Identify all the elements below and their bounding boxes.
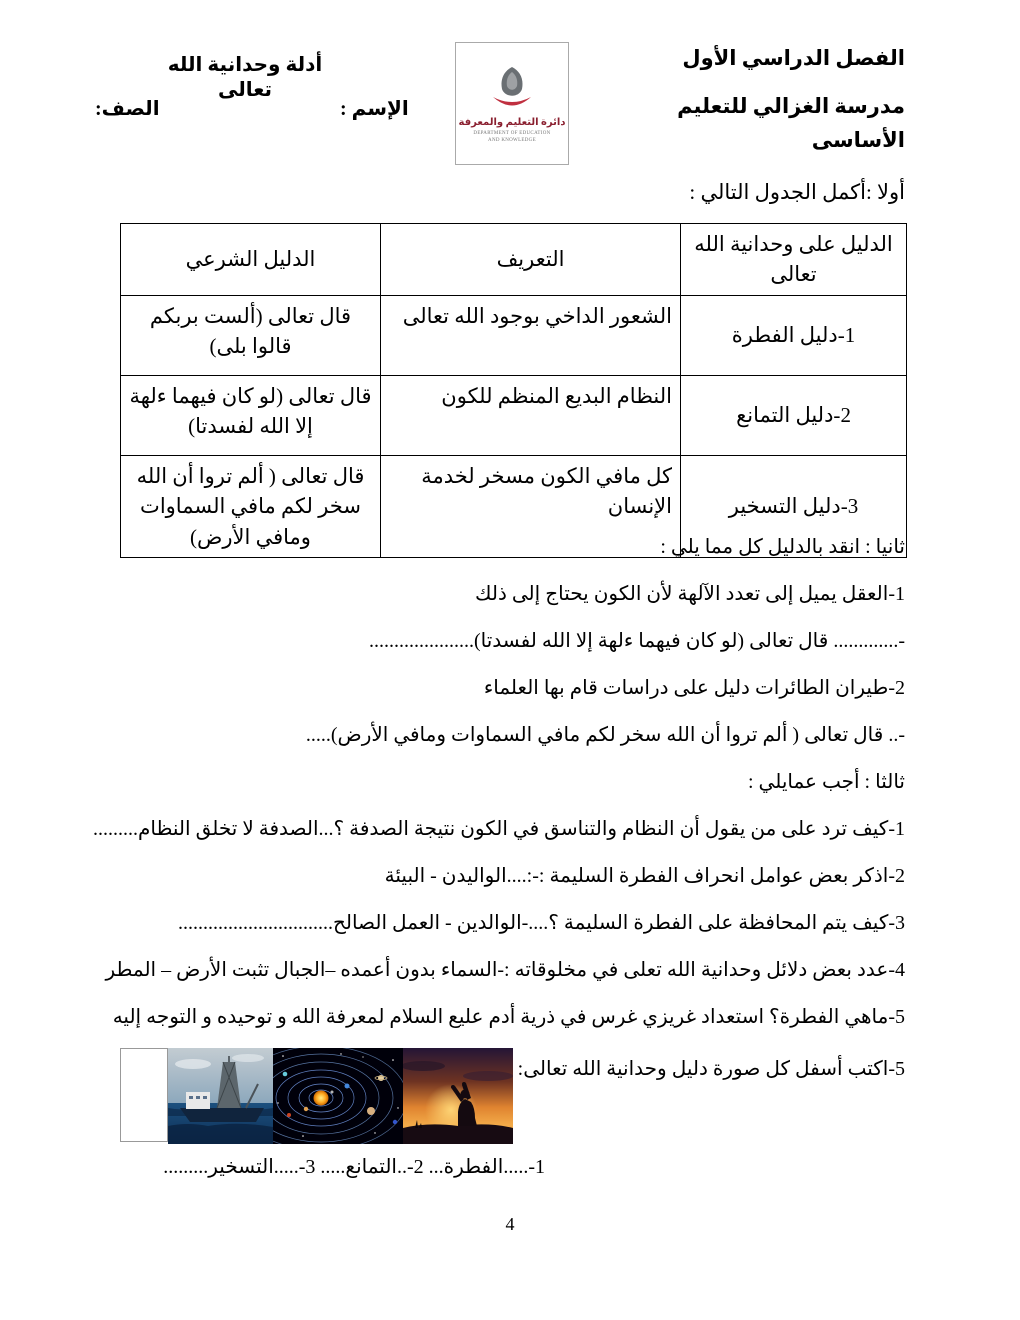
evidence-table — [120, 223, 907, 558]
section2-answer-line: -.. قال تعالى ( ألم تروا أن الله سخر لكم مافي السماوات ومافي الأرض)..... — [305, 724, 905, 746]
section3-item: 2-اذكر بعض عوامل انحراف الفطرة السليمة :-:....الواليدن - البيئة — [384, 865, 905, 887]
section2-title: ثانيا : انقد بالدليل كل مما يلي : — [660, 536, 905, 558]
table-row — [121, 295, 907, 375]
section3-item: 4-عدد بعض دلائل وحدانية الله تعلى في مخلوقاته :-السماء بدون أعمده –الجبال تثبت الأرض – المطر — [105, 959, 905, 981]
definition-cell: كل مافي الكون مسخر لخدمة الإنسان — [381, 455, 681, 557]
school-name-line2: الأساسى — [811, 128, 905, 152]
column-header-definition: التعريف — [381, 224, 681, 296]
evidence-images-row — [120, 1048, 513, 1146]
logo-arabic-text: دائرة التعليم والمعرفة — [458, 116, 566, 128]
section2-item: 2-طيران الطائرات دليل على دراسات قام بها العلماء — [483, 677, 905, 699]
definition-cell: الشعور الداخي بوجود الله تعالى — [381, 295, 681, 375]
name-field-label: الإسم : — [340, 98, 409, 120]
solar-system-photo — [273, 1048, 403, 1144]
class-field-label: الصف: — [95, 98, 160, 120]
education-department-emblem-icon — [483, 64, 541, 115]
evidence-cell: 2-دليل التمانع — [681, 375, 907, 455]
section3-item: 3-كيف يتم المحافظة على الفطرة السليمة ؟....-الوالدين - العمل الصالح............................... — [177, 912, 905, 934]
table-row — [121, 375, 907, 455]
semester-title: الفصل الدراسي الأول — [682, 46, 905, 70]
proof-cell: قال تعالى ( ألم تروا أن الله سخر لكم مافي السماوات ومافي الأرض) — [121, 455, 381, 557]
section2-answer-line: -............. قال تعالى (لو كان فيهما ءلهة إلا الله لفسدتا)..................... — [368, 630, 905, 652]
proof-cell: قال تعالى (ألست بربكم قالوا بلى) — [121, 295, 381, 375]
section4-title: 5-اكتب أسفل كل صورة دليل وحدانية الله تعالى: — [517, 1058, 905, 1080]
proof-cell: قال تعالى (لو كان فيهما ءلهة إلا الله لفسدتا) — [121, 375, 381, 455]
section1-title: أولا :أكمل الجدول التالي : — [689, 180, 905, 204]
person-praying-sunset-photo — [403, 1048, 513, 1144]
logo-english-text: DEPARTMENT OF EDUCATION AND KNOWLEDGE — [473, 130, 551, 143]
image-answers-line: 1-.....الفطرة... 2-..التمانع..... 3-.....التسخير......... — [163, 1156, 545, 1178]
school-name-line1: مدرسة الغزالي للتعليم — [677, 94, 905, 118]
evidence-cell: 3-دليل التسخير — [681, 455, 907, 557]
ship-at-sea-photo — [168, 1048, 273, 1144]
school-logo — [455, 42, 569, 165]
page-number: 4 — [505, 1214, 515, 1234]
worksheet-subject-title: أدلة وحدانية الله تعالى — [167, 54, 323, 101]
section3-title: ثالثا : أجب عمايلي : — [747, 771, 905, 793]
blank-answer-box — [120, 1048, 168, 1142]
column-header-proof: الدليل الشرعي — [121, 224, 381, 296]
header-right-block — [675, 46, 905, 157]
definition-cell: النظام البديع المنظم للكون — [381, 375, 681, 455]
section3-item: 1-كيف ترد على من يقول أن النظام والتناسق في الكون نتيجة الصدفة ؟...الصدفة لا تخلق النظام......... — [93, 818, 905, 840]
evidence-cell: 1-دليل الفطرة — [681, 295, 907, 375]
section2-item: 1-العقل يميل إلى تعدد الآلهة لأن الكون يحتاج إلى ذلك — [475, 583, 905, 605]
table-header-row — [121, 224, 907, 296]
worksheet-body — [90, 534, 905, 1051]
column-header-evidence: الدليل على وحدانية الله تعالى — [681, 224, 907, 296]
section3-item: 5-ماهي الفطرة؟ استعداد غريزي غرس في ذرية أدم عليع السلام لمعرفة الله و توحيده و التوجه إليه — [112, 1006, 905, 1028]
